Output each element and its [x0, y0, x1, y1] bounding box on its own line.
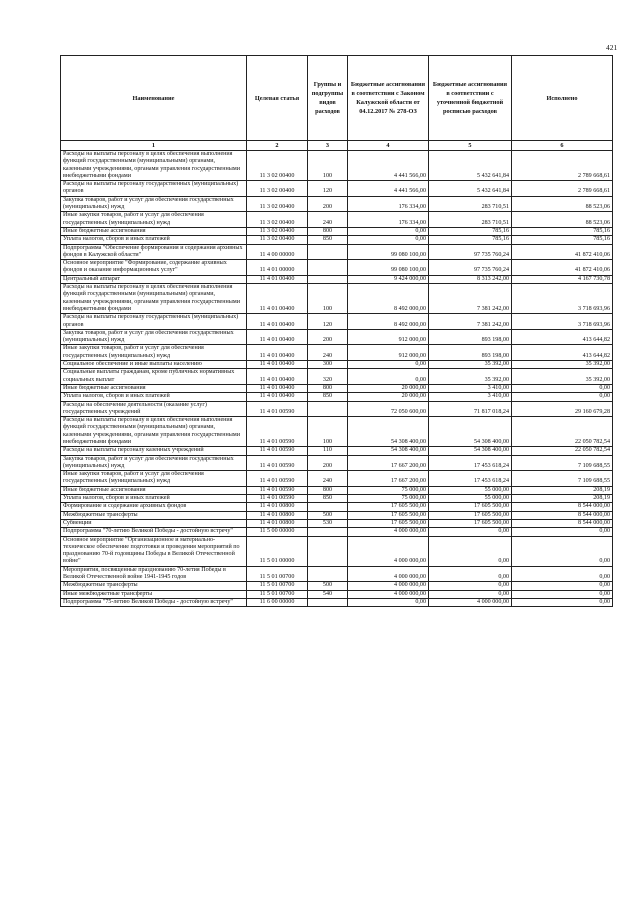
- cell-budget-law: 0,00: [348, 236, 429, 244]
- cell-budget-law: 20 000,00: [348, 384, 429, 392]
- header-row: [61, 56, 613, 141]
- cell-target-article: 11 4 00 00000: [247, 244, 308, 260]
- cell-budget-law: 176 334,00: [348, 196, 429, 212]
- cell-target-article: 11 3 02 00400: [247, 196, 308, 212]
- cell-expense-group: 800: [308, 227, 348, 235]
- cell-budget-revised: 55 000,00: [429, 495, 512, 503]
- table-row: [61, 590, 613, 598]
- column-number: 6: [512, 141, 613, 151]
- cell-expense-group: 110: [308, 447, 348, 455]
- cell-executed: 35 392,00: [512, 369, 613, 385]
- cell-budget-revised: 893 198,00: [429, 329, 512, 345]
- cell-name: Межбюджетные трансферты: [61, 582, 247, 590]
- cell-executed: 3 718 693,96: [512, 314, 613, 330]
- cell-expense-group: 200: [308, 196, 348, 212]
- cell-budget-revised: 35 392,00: [429, 361, 512, 369]
- table-row: [61, 244, 613, 260]
- cell-target-article: 11 5 01 00700: [247, 582, 308, 590]
- cell-name: Основное мероприятие "Формирование, содержание архивных фондов и оказание информационных услуг": [61, 260, 247, 276]
- table-row: [61, 260, 613, 276]
- cell-executed: 0,00: [512, 582, 613, 590]
- cell-name: Подпрограмма "Обеспечение формирования и содержания архивных фондов в Калужской области": [61, 244, 247, 260]
- cell-budget-revised: 54 308 400,00: [429, 417, 512, 447]
- cell-name: Подпрограмма "75-летию Великой Победы - достойную встречу": [61, 598, 247, 606]
- cell-executed: 41 872 410,06: [512, 244, 613, 260]
- cell-expense-group: [308, 275, 348, 283]
- cell-budget-law: 912 000,00: [348, 329, 429, 345]
- cell-target-article: 11 4 01 00400: [247, 275, 308, 283]
- cell-name: Уплата налогов, сборов и иных платежей: [61, 495, 247, 503]
- table-row: [61, 528, 613, 536]
- table-row: [61, 227, 613, 235]
- cell-target-article: 11 4 01 00400: [247, 345, 308, 361]
- cell-budget-law: 75 000,00: [348, 486, 429, 494]
- cell-target-article: 11 4 01 00590: [247, 471, 308, 487]
- cell-executed: 35 392,00: [512, 361, 613, 369]
- cell-target-article: 11 4 01 00590: [247, 401, 308, 417]
- cell-budget-law: 0,00: [348, 361, 429, 369]
- cell-expense-group: [308, 401, 348, 417]
- table-row: [61, 329, 613, 345]
- cell-expense-group: 120: [308, 314, 348, 330]
- table-row: [61, 151, 613, 181]
- cell-budget-law: 912 000,00: [348, 345, 429, 361]
- cell-budget-law: 9 424 000,00: [348, 275, 429, 283]
- cell-budget-revised: 17 605 500,00: [429, 511, 512, 519]
- cell-name: Основное мероприятие "Организационное и материально-техническое обеспечение подготовки и проведения мероприятий по празднованию 70-й годовщины Победы в Великой Отечественной войне": [61, 536, 247, 566]
- cell-name: Расходы на выплаты персоналу в целях обеспечения выполнения функций государственными (муниципальными) органами, казенными учреждениями, органами управления государственными внебюджетными фондами: [61, 284, 247, 314]
- cell-budget-law: 75 000,00: [348, 495, 429, 503]
- table-row: [61, 181, 613, 197]
- cell-executed: 785,16: [512, 236, 613, 244]
- cell-expense-group: 850: [308, 393, 348, 401]
- cell-budget-law: 99 080 100,00: [348, 244, 429, 260]
- table-row: [61, 447, 613, 455]
- cell-budget-revised: 97 735 760,24: [429, 260, 512, 276]
- cell-budget-law: 54 308 400,00: [348, 447, 429, 455]
- cell-budget-law: 4 000 000,00: [348, 582, 429, 590]
- cell-expense-group: [308, 260, 348, 276]
- table-row: [61, 393, 613, 401]
- cell-executed: 785,16: [512, 227, 613, 235]
- cell-budget-revised: 785,16: [429, 227, 512, 235]
- cell-target-article: 11 4 01 00590: [247, 495, 308, 503]
- cell-name: Уплата налогов, сборов и иных платежей: [61, 393, 247, 401]
- cell-budget-law: 0,00: [348, 369, 429, 385]
- cell-target-article: 11 4 01 00800: [247, 519, 308, 527]
- cell-target-article: 11 4 01 00590: [247, 486, 308, 494]
- cell-name: Подпрограмма "70-летию Великой Победы - достойную встречу": [61, 528, 247, 536]
- header-executed: Исполнено: [512, 56, 613, 141]
- cell-budget-revised: 17 453 618,24: [429, 455, 512, 471]
- cell-budget-revised: 17 605 500,00: [429, 519, 512, 527]
- cell-executed: 208,19: [512, 486, 613, 494]
- cell-budget-law: 72 050 600,00: [348, 401, 429, 417]
- cell-expense-group: 120: [308, 181, 348, 197]
- cell-target-article: 11 3 02 00400: [247, 236, 308, 244]
- cell-expense-group: 100: [308, 417, 348, 447]
- cell-executed: 41 872 410,06: [512, 260, 613, 276]
- table-row: [61, 314, 613, 330]
- cell-expense-group: [308, 536, 348, 566]
- cell-budget-revised: 0,00: [429, 536, 512, 566]
- cell-target-article: 11 4 01 00400: [247, 384, 308, 392]
- cell-expense-group: 100: [308, 284, 348, 314]
- column-number: 5: [429, 141, 512, 151]
- cell-budget-revised: 0,00: [429, 566, 512, 582]
- cell-expense-group: [308, 528, 348, 536]
- column-number: 1: [61, 141, 247, 151]
- cell-budget-revised: 71 817 018,24: [429, 401, 512, 417]
- cell-target-article: 11 4 01 00590: [247, 417, 308, 447]
- page-number: 421: [606, 43, 618, 52]
- cell-target-article: 11 4 01 00800: [247, 503, 308, 511]
- cell-expense-group: [308, 244, 348, 260]
- cell-budget-revised: 8 313 242,00: [429, 275, 512, 283]
- cell-expense-group: [308, 598, 348, 606]
- cell-target-article: 11 4 01 00400: [247, 329, 308, 345]
- cell-target-article: 11 3 02 00400: [247, 151, 308, 181]
- cell-name: Расходы на обеспечение деятельности (оказание услуг) государственных учреждений: [61, 401, 247, 417]
- table-row: [61, 196, 613, 212]
- cell-name: Межбюджетные трансферты: [61, 511, 247, 519]
- cell-expense-group: 300: [308, 361, 348, 369]
- table-row: [61, 486, 613, 494]
- header-name: Наименование: [61, 56, 247, 141]
- cell-budget-law: 4 441 566,00: [348, 151, 429, 181]
- cell-executed: 7 109 688,55: [512, 455, 613, 471]
- cell-budget-law: 4 000 000,00: [348, 536, 429, 566]
- cell-budget-law: 17 605 500,00: [348, 511, 429, 519]
- cell-name: Мероприятия, посвященные празднованию 70-летия Победы в Великой Отечественной войне 1941-1945 годов: [61, 566, 247, 582]
- cell-name: Иные бюджетные ассигнования: [61, 384, 247, 392]
- cell-executed: 22 050 782,54: [512, 417, 613, 447]
- cell-name: Иные закупки товаров, работ и услуг для обеспечения государственных (муниципальных) нужд: [61, 345, 247, 361]
- cell-name: Иные закупки товаров, работ и услуг для обеспечения государственных (муниципальных) нужд: [61, 471, 247, 487]
- cell-expense-group: 800: [308, 486, 348, 494]
- cell-expense-group: 200: [308, 455, 348, 471]
- table-row: [61, 384, 613, 392]
- cell-executed: 208,19: [512, 495, 613, 503]
- cell-budget-law: 8 492 000,00: [348, 314, 429, 330]
- table-row: [61, 369, 613, 385]
- cell-budget-revised: 7 381 242,00: [429, 284, 512, 314]
- header-target-article: Целевая статья: [247, 56, 308, 141]
- cell-expense-group: 320: [308, 369, 348, 385]
- cell-executed: 4 167 730,78: [512, 275, 613, 283]
- cell-budget-law: 17 667 200,00: [348, 455, 429, 471]
- table-row: [61, 345, 613, 361]
- cell-executed: 2 789 668,61: [512, 151, 613, 181]
- cell-budget-law: 99 080 100,00: [348, 260, 429, 276]
- cell-budget-revised: 4 000 000,00: [429, 598, 512, 606]
- cell-budget-law: 20 000,00: [348, 393, 429, 401]
- cell-budget-law: 176 334,00: [348, 212, 429, 228]
- cell-target-article: 11 5 01 00700: [247, 566, 308, 582]
- cell-executed: 0,00: [512, 536, 613, 566]
- cell-name: Расходы на выплаты персоналу государственных (муниципальных) органов: [61, 314, 247, 330]
- cell-name: Закупка товаров, работ и услуг для обеспечения государственных (муниципальных) нужд: [61, 196, 247, 212]
- table-row: [61, 284, 613, 314]
- cell-budget-revised: 17 453 618,24: [429, 471, 512, 487]
- column-number: 2: [247, 141, 308, 151]
- table-row: [61, 455, 613, 471]
- cell-expense-group: 540: [308, 590, 348, 598]
- cell-budget-revised: 785,16: [429, 236, 512, 244]
- cell-budget-revised: 35 392,00: [429, 369, 512, 385]
- cell-budget-revised: 54 308 400,00: [429, 447, 512, 455]
- cell-expense-group: 800: [308, 384, 348, 392]
- cell-target-article: 11 4 01 00400: [247, 284, 308, 314]
- cell-budget-revised: 893 198,00: [429, 345, 512, 361]
- cell-target-article: 11 3 02 00400: [247, 212, 308, 228]
- cell-budget-revised: 0,00: [429, 528, 512, 536]
- cell-budget-law: 4 000 000,00: [348, 528, 429, 536]
- header-budget-law: Бюджетные ассигнования в соответствии с Законом Калужской области от 04.12.2017 № 278-ОЗ: [348, 56, 429, 141]
- cell-name: Иные закупки товаров, работ и услуг для обеспечения государственных (муниципальных) нужд: [61, 212, 247, 228]
- table-row: [61, 519, 613, 527]
- cell-target-article: 11 4 01 00400: [247, 361, 308, 369]
- cell-expense-group: 850: [308, 236, 348, 244]
- cell-name: Формирование и содержание архивных фондов: [61, 503, 247, 511]
- cell-executed: 7 109 688,55: [512, 471, 613, 487]
- cell-budget-revised: 0,00: [429, 582, 512, 590]
- cell-expense-group: 500: [308, 511, 348, 519]
- cell-expense-group: 100: [308, 151, 348, 181]
- cell-executed: 3 718 693,96: [512, 284, 613, 314]
- table-row: [61, 495, 613, 503]
- cell-name: Субвенции: [61, 519, 247, 527]
- cell-name: Закупка товаров, работ и услуг для обеспечения государственных (муниципальных) нужд: [61, 329, 247, 345]
- cell-budget-revised: 283 710,51: [429, 212, 512, 228]
- cell-expense-group: 240: [308, 345, 348, 361]
- cell-budget-revised: 5 432 641,84: [429, 151, 512, 181]
- cell-budget-law: 0,00: [348, 598, 429, 606]
- cell-budget-law: 17 605 500,00: [348, 503, 429, 511]
- cell-name: Социальные выплаты гражданам, кроме публичных нормативных социальных выплат: [61, 369, 247, 385]
- cell-executed: 88 523,06: [512, 196, 613, 212]
- budget-table: [60, 55, 613, 607]
- cell-target-article: 11 4 01 00590: [247, 455, 308, 471]
- table-row: [61, 471, 613, 487]
- cell-executed: 8 544 000,00: [512, 503, 613, 511]
- cell-executed: 2 789 668,61: [512, 181, 613, 197]
- cell-budget-law: 4 000 000,00: [348, 566, 429, 582]
- cell-target-article: 11 4 01 00400: [247, 314, 308, 330]
- table-row: [61, 417, 613, 447]
- cell-budget-revised: 17 605 500,00: [429, 503, 512, 511]
- cell-executed: 8 544 000,00: [512, 519, 613, 527]
- cell-budget-revised: 0,00: [429, 590, 512, 598]
- cell-expense-group: 500: [308, 582, 348, 590]
- table-row: [61, 212, 613, 228]
- cell-budget-law: 4 000 000,00: [348, 590, 429, 598]
- cell-budget-revised: 5 432 641,84: [429, 181, 512, 197]
- header-expense-group: Группы и подгруппы видов расходов: [308, 56, 348, 141]
- cell-target-article: 11 6 00 00000: [247, 598, 308, 606]
- cell-budget-law: 17 605 500,00: [348, 519, 429, 527]
- cell-budget-law: 17 667 200,00: [348, 471, 429, 487]
- cell-name: Расходы на выплаты персоналу в целях обеспечения выполнения функций государственными (муниципальными) органами, казенными учреждениями, органами управления государственными внебюджетными фондами: [61, 417, 247, 447]
- cell-budget-revised: 3 410,00: [429, 393, 512, 401]
- cell-target-article: 11 5 01 00700: [247, 590, 308, 598]
- cell-target-article: 11 4 01 00400: [247, 369, 308, 385]
- table-row: [61, 511, 613, 519]
- cell-target-article: 11 5 00 00000: [247, 528, 308, 536]
- cell-name: Закупка товаров, работ и услуг для обеспечения государственных (муниципальных) нужд: [61, 455, 247, 471]
- cell-name: Социальное обеспечение и иные выплаты населению: [61, 361, 247, 369]
- cell-name: Расходы на выплаты персоналу государственных (муниципальных) органов: [61, 181, 247, 197]
- cell-budget-revised: 283 710,51: [429, 196, 512, 212]
- cell-budget-law: 4 441 566,00: [348, 181, 429, 197]
- table-row: [61, 361, 613, 369]
- cell-executed: 0,00: [512, 590, 613, 598]
- cell-name: Расходы на выплаты персоналу казенных учреждений: [61, 447, 247, 455]
- cell-executed: 413 644,82: [512, 345, 613, 361]
- cell-expense-group: 530: [308, 519, 348, 527]
- table-row: [61, 401, 613, 417]
- cell-expense-group: [308, 503, 348, 511]
- cell-budget-revised: 7 381 242,00: [429, 314, 512, 330]
- table-row: [61, 236, 613, 244]
- table-row: [61, 566, 613, 582]
- cell-name: Иные межбюджетные трансферты: [61, 590, 247, 598]
- cell-name: Иные бюджетные ассигнования: [61, 486, 247, 494]
- cell-name: Иные бюджетные ассигнования: [61, 227, 247, 235]
- cell-executed: 29 160 679,28: [512, 401, 613, 417]
- cell-budget-law: 8 492 000,00: [348, 284, 429, 314]
- cell-budget-revised: 3 410,00: [429, 384, 512, 392]
- cell-executed: 0,00: [512, 598, 613, 606]
- cell-name: Уплата налогов, сборов и иных платежей: [61, 236, 247, 244]
- cell-executed: 0,00: [512, 566, 613, 582]
- column-number-row: [61, 141, 613, 151]
- table-row: [61, 598, 613, 606]
- cell-expense-group: 240: [308, 471, 348, 487]
- table-row: [61, 503, 613, 511]
- table-row: [61, 582, 613, 590]
- cell-expense-group: 200: [308, 329, 348, 345]
- cell-target-article: 11 4 01 00590: [247, 447, 308, 455]
- cell-budget-law: 0,00: [348, 227, 429, 235]
- cell-expense-group: 850: [308, 495, 348, 503]
- cell-expense-group: [308, 566, 348, 582]
- cell-executed: 0,00: [512, 528, 613, 536]
- cell-executed: 88 523,06: [512, 212, 613, 228]
- cell-executed: 22 050 782,54: [512, 447, 613, 455]
- cell-name: Центральный аппарат: [61, 275, 247, 283]
- cell-executed: 0,00: [512, 384, 613, 392]
- cell-target-article: 11 3 02 00400: [247, 181, 308, 197]
- cell-name: Расходы на выплаты персоналу в целях обеспечения выполнения функций государственными (муниципальными) органами, казенными учреждениями, органами управления государственными внебюджетными фондами: [61, 151, 247, 181]
- cell-expense-group: 240: [308, 212, 348, 228]
- header-budget-revised: Бюджетные ассигнования в соответствии с уточненной бюджетной росписью расходов: [429, 56, 512, 141]
- cell-target-article: 11 4 01 00400: [247, 393, 308, 401]
- cell-target-article: 11 3 02 00400: [247, 227, 308, 235]
- cell-target-article: 11 4 01 00000: [247, 260, 308, 276]
- cell-target-article: 11 5 01 00000: [247, 536, 308, 566]
- cell-budget-revised: 55 000,00: [429, 486, 512, 494]
- cell-executed: 0,00: [512, 393, 613, 401]
- table-row: [61, 536, 613, 566]
- cell-executed: 413 644,82: [512, 329, 613, 345]
- column-number: 3: [308, 141, 348, 151]
- cell-budget-revised: 97 735 760,24: [429, 244, 512, 260]
- cell-target-article: 11 4 01 00800: [247, 511, 308, 519]
- cell-executed: 8 544 000,00: [512, 511, 613, 519]
- column-number: 4: [348, 141, 429, 151]
- cell-budget-law: 54 308 400,00: [348, 417, 429, 447]
- table-row: [61, 275, 613, 283]
